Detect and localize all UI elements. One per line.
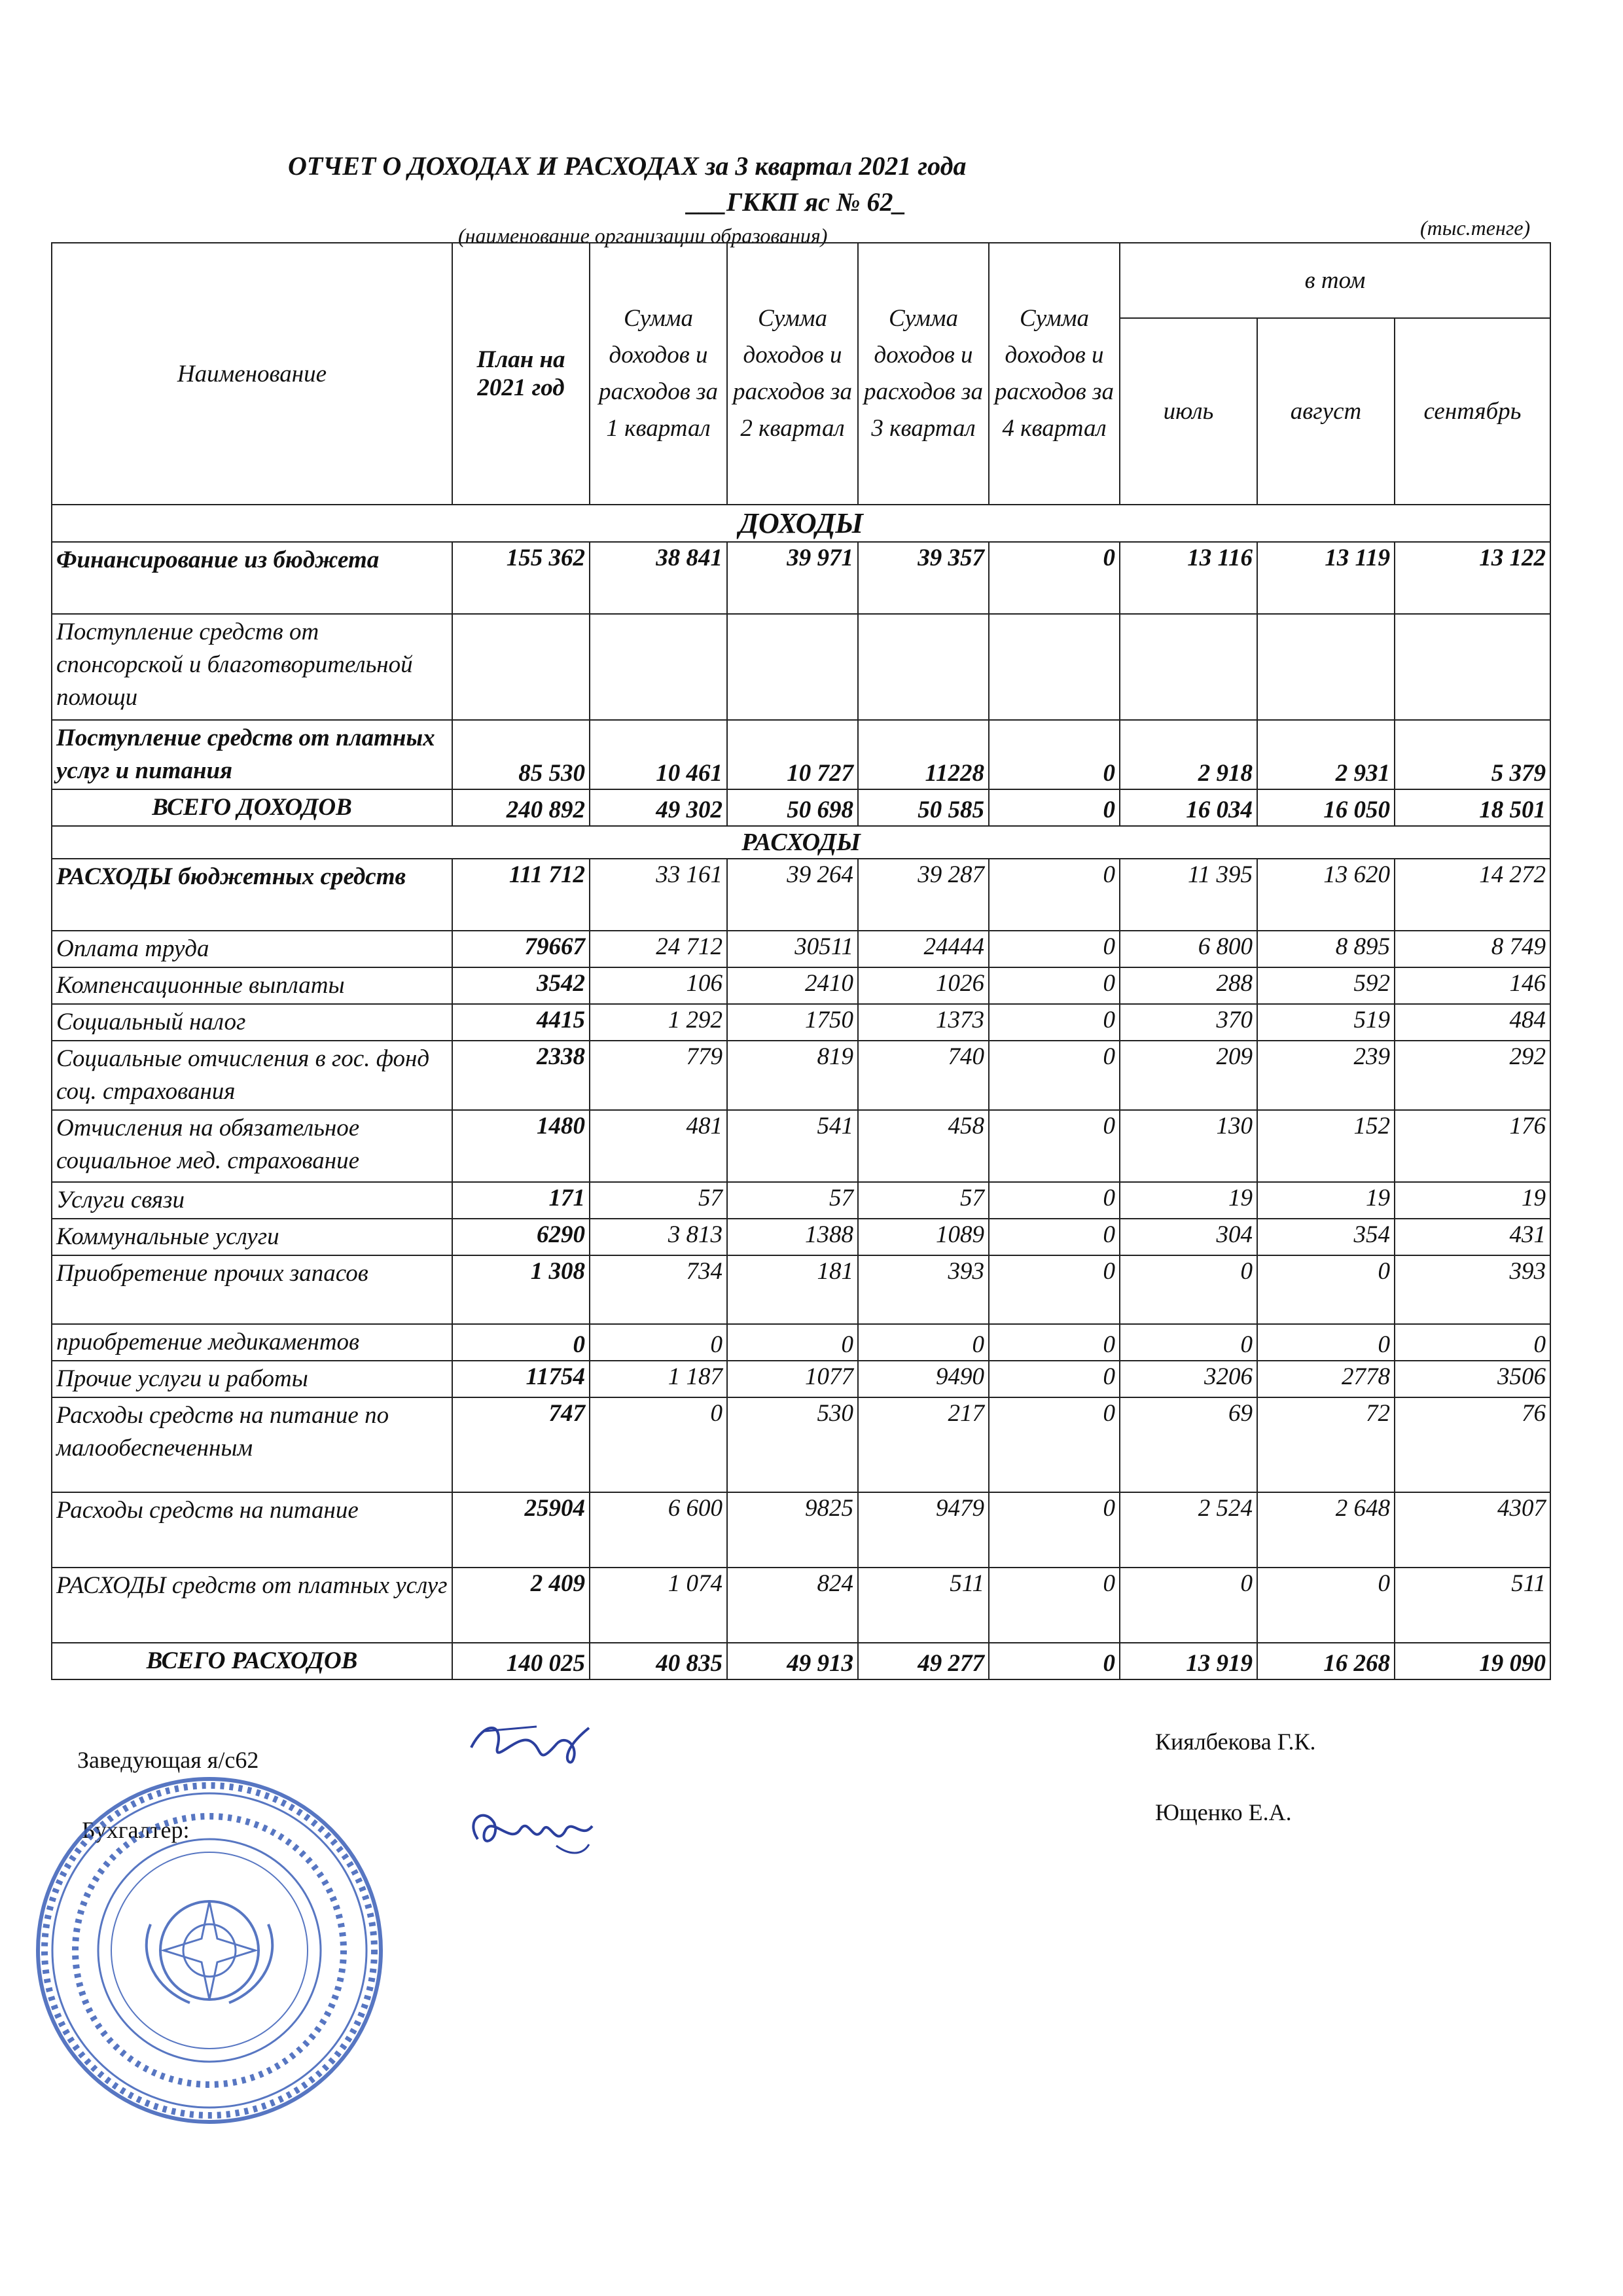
cell-m2: 592 [1257,967,1395,1004]
cell-m1: 0 [1120,1255,1257,1324]
cell-q3: 50 585 [858,789,989,826]
cell-q3: 511 [858,1568,989,1643]
row-name: РАСХОДЫ средств от платных услуг [52,1568,452,1643]
row-name: Поступление средств от платных услуг и питания [52,720,452,789]
cell-m2: 2 931 [1257,720,1395,789]
header-plan: План на 2021 год [452,243,590,505]
cell-plan: 2338 [452,1041,590,1110]
cell-m1: 288 [1120,967,1257,1004]
cell-q2: 50 698 [727,789,858,826]
cell-q3: 217 [858,1397,989,1492]
cell-m2: 8 895 [1257,931,1395,967]
header-q1: Сумма доходов и расходов за 1 квартал [590,243,727,505]
cell-q4: 0 [989,1004,1120,1041]
cell-m2 [1257,614,1395,720]
row-name: ВСЕГО ДОХОДОВ [52,789,452,826]
cell-q2: 39 971 [727,542,858,614]
cell-q2: 1750 [727,1004,858,1041]
cell-plan: 79667 [452,931,590,967]
cell-q1: 481 [590,1110,727,1182]
cell-m1: 13 919 [1120,1643,1257,1679]
cell-q4: 0 [989,1255,1120,1324]
cell-plan: 747 [452,1397,590,1492]
cell-m1: 3206 [1120,1361,1257,1397]
accountant-name: Ющенко Е.А. [1155,1799,1292,1825]
cell-m2: 2778 [1257,1361,1395,1397]
table-row [52,1004,1550,1041]
cell-q1: 38 841 [590,542,727,614]
cell-m1 [1120,614,1257,720]
cell-m2: 0 [1257,1255,1395,1324]
cell-m1: 16 034 [1120,789,1257,826]
units-label: (тыс.тенге) [1420,216,1531,240]
cell-m3: 511 [1395,1568,1550,1643]
cell-m2: 16 268 [1257,1643,1395,1679]
cell-m1: 2 918 [1120,720,1257,789]
cell-q2: 49 913 [727,1643,858,1679]
cell-m2: 2 648 [1257,1492,1395,1568]
cell-m3: 292 [1395,1041,1550,1110]
table-row [52,1492,1550,1568]
cell-m2: 0 [1257,1568,1395,1643]
header-month-july: июль [1120,318,1257,505]
row-name: Прочие услуги и работы [52,1361,452,1397]
table-row [52,1643,1550,1679]
cell-plan: 11754 [452,1361,590,1397]
cell-q3: 0 [858,1324,989,1361]
header-month-august: август [1257,318,1395,505]
cell-m3: 13 122 [1395,542,1550,614]
cell-q3 [858,614,989,720]
cell-q4: 0 [989,542,1120,614]
cell-q3: 11228 [858,720,989,789]
cell-m3: 4307 [1395,1492,1550,1568]
table-row [52,614,1550,720]
table-row [52,1255,1550,1324]
row-name: Коммунальные услуги [52,1219,452,1255]
header-month-september: сентябрь [1395,318,1550,505]
cell-q3: 9479 [858,1492,989,1568]
cell-q1: 0 [590,1397,727,1492]
cell-q1: 779 [590,1041,727,1110]
cell-q3: 49 277 [858,1643,989,1679]
table-row [52,931,1550,967]
cell-m1: 2 524 [1120,1492,1257,1568]
report-table [51,242,1551,1680]
cell-plan: 140 025 [452,1643,590,1679]
row-name: Расходы средств на питание по малообеспеченным [52,1397,452,1492]
cell-plan: 171 [452,1182,590,1219]
row-name: Расходы средств на питание [52,1492,452,1568]
cell-m2: 239 [1257,1041,1395,1110]
income-section-row [52,505,1550,542]
table-row [52,1110,1550,1182]
row-name: Приобретение прочих запасов [52,1255,452,1324]
cell-m2: 19 [1257,1182,1395,1219]
cell-q3: 9490 [858,1361,989,1397]
cell-q4: 0 [989,789,1120,826]
cell-q2: 30511 [727,931,858,967]
cell-q4: 0 [989,1219,1120,1255]
cell-q4: 0 [989,1182,1120,1219]
cell-plan: 2 409 [452,1568,590,1643]
row-name: Отчисления на обязательное социальное мед. страхование [52,1110,452,1182]
row-name: Компенсационные выплаты [52,967,452,1004]
table-row [52,1397,1550,1492]
cell-q2: 2410 [727,967,858,1004]
table-row [52,542,1550,614]
cell-q3: 393 [858,1255,989,1324]
organization-name: ___ГККП яс № 62_ [687,187,906,217]
cell-q2: 1077 [727,1361,858,1397]
cell-q4: 0 [989,1041,1120,1110]
cell-q3: 24444 [858,931,989,967]
cell-plan: 6290 [452,1219,590,1255]
cell-q4: 0 [989,967,1120,1004]
table-row [52,1182,1550,1219]
cell-m1: 130 [1120,1110,1257,1182]
report-title: ОТЧЕТ О ДОХОДАХ И РАСХОДАХ за 3 квартал 2021 года [288,151,967,181]
cell-q3: 740 [858,1041,989,1110]
cell-q4: 0 [989,1397,1120,1492]
cell-m2: 354 [1257,1219,1395,1255]
organization-caption: (наименование организации образования) [458,224,828,247]
cell-m3: 19 090 [1395,1643,1550,1679]
cell-m3: 0 [1395,1324,1550,1361]
cell-m2: 519 [1257,1004,1395,1041]
cell-m2: 13 620 [1257,859,1395,931]
cell-q3: 1089 [858,1219,989,1255]
cell-plan: 240 892 [452,789,590,826]
organization-stamp [26,1767,393,2134]
cell-q2: 181 [727,1255,858,1324]
header-q2: Сумма доходов и расходов за 2 квартал [727,243,858,505]
cell-q1: 1 292 [590,1004,727,1041]
header-name: Наименование [52,243,452,505]
cell-m1: 0 [1120,1324,1257,1361]
cell-q2: 541 [727,1110,858,1182]
income-rows [52,542,1550,826]
cell-q4: 0 [989,1568,1120,1643]
cell-q1: 40 835 [590,1643,727,1679]
row-name: ВСЕГО РАСХОДОВ [52,1643,452,1679]
cell-m1: 6 800 [1120,931,1257,967]
cell-q4: 0 [989,859,1120,931]
cell-q1: 24 712 [590,931,727,967]
header-q4: Сумма доходов и расходов за 4 квартал [989,243,1120,505]
cell-m3: 431 [1395,1219,1550,1255]
cell-plan: 155 362 [452,542,590,614]
expense-section-title: РАСХОДЫ [52,826,1550,859]
cell-m3: 176 [1395,1110,1550,1182]
cell-q2: 819 [727,1041,858,1110]
table-row [52,1041,1550,1110]
cell-m3: 484 [1395,1004,1550,1041]
cell-q2: 39 264 [727,859,858,931]
row-name: приобретение медикаментов [52,1324,452,1361]
table-row [52,967,1550,1004]
cell-q3: 1026 [858,967,989,1004]
cell-m3: 3506 [1395,1361,1550,1397]
cell-m3: 76 [1395,1397,1550,1492]
cell-q3: 39 357 [858,542,989,614]
cell-plan: 0 [452,1324,590,1361]
cell-q1 [590,614,727,720]
cell-q1: 10 461 [590,720,727,789]
cell-m3: 19 [1395,1182,1550,1219]
table-row [52,1219,1550,1255]
cell-q1: 33 161 [590,859,727,931]
cell-q2: 530 [727,1397,858,1492]
cell-plan [452,614,590,720]
head-signature [458,1708,602,1780]
cell-q2: 824 [727,1568,858,1643]
cell-plan: 25904 [452,1492,590,1568]
cell-q1: 734 [590,1255,727,1324]
cell-q4: 0 [989,1492,1120,1568]
cell-m1: 0 [1120,1568,1257,1643]
table-row [52,789,1550,826]
cell-q4: 0 [989,1110,1120,1182]
cell-m1: 13 116 [1120,542,1257,614]
row-name: Социальный налог [52,1004,452,1041]
cell-m1: 370 [1120,1004,1257,1041]
cell-q4: 0 [989,720,1120,789]
cell-plan: 85 530 [452,720,590,789]
table-row [52,720,1550,789]
cell-plan: 3542 [452,967,590,1004]
cell-q4: 0 [989,1324,1120,1361]
cell-m1: 19 [1120,1182,1257,1219]
cell-m2: 13 119 [1257,542,1395,614]
cell-q2: 10 727 [727,720,858,789]
cell-q2: 9825 [727,1492,858,1568]
cell-plan: 1 308 [452,1255,590,1324]
cell-q4: 0 [989,1643,1120,1679]
accountant-signature [458,1793,602,1865]
cell-q1: 57 [590,1182,727,1219]
cell-q3: 1373 [858,1004,989,1041]
cell-m3: 5 379 [1395,720,1550,789]
cell-m1: 304 [1120,1219,1257,1255]
cell-q1: 1 074 [590,1568,727,1643]
expense-rows [52,859,1550,1679]
table-row [52,1324,1550,1361]
cell-q4: 0 [989,931,1120,967]
cell-q2: 57 [727,1182,858,1219]
accountant-label: Бухгалтер: [82,1817,190,1843]
table-row [52,1568,1550,1643]
row-name: Оплата труда [52,931,452,967]
cell-m2: 16 050 [1257,789,1395,826]
cell-q1: 0 [590,1324,727,1361]
cell-q3: 458 [858,1110,989,1182]
cell-plan: 4415 [452,1004,590,1041]
cell-m3 [1395,614,1550,720]
cell-q2: 0 [727,1324,858,1361]
expense-section-row [52,826,1550,859]
cell-q2 [727,614,858,720]
cell-m3: 393 [1395,1255,1550,1324]
head-name: Киялбекова Г.К. [1155,1729,1316,1755]
table-row [52,1361,1550,1397]
cell-m1: 11 395 [1120,859,1257,931]
row-name: РАСХОДЫ бюджетных средств [52,859,452,931]
cell-q1: 3 813 [590,1219,727,1255]
income-section-title: ДОХОДЫ [52,505,1550,542]
cell-m1: 69 [1120,1397,1257,1492]
cell-q2: 1388 [727,1219,858,1255]
row-name: Услуги связи [52,1182,452,1219]
cell-m2: 152 [1257,1110,1395,1182]
head-label: Заведующая я/с62 [77,1747,259,1773]
cell-m2: 0 [1257,1324,1395,1361]
cell-q3: 57 [858,1182,989,1219]
cell-m3: 8 749 [1395,931,1550,967]
cell-q4 [989,614,1120,720]
cell-q4: 0 [989,1361,1120,1397]
cell-q1: 1 187 [590,1361,727,1397]
cell-q1: 106 [590,967,727,1004]
row-name: Финансирование из бюджета [52,542,452,614]
cell-m2: 72 [1257,1397,1395,1492]
cell-m3: 14 272 [1395,859,1550,931]
cell-m3: 146 [1395,967,1550,1004]
cell-q1: 49 302 [590,789,727,826]
header-q3: Сумма доходов и расходов за 3 квартал [858,243,989,505]
row-name: Социальные отчисления в гос. фонд соц. страхования [52,1041,452,1110]
header-including: в том [1120,243,1550,318]
cell-m1: 209 [1120,1041,1257,1110]
cell-q3: 39 287 [858,859,989,931]
cell-plan: 111 712 [452,859,590,931]
cell-m3: 18 501 [1395,789,1550,826]
cell-plan: 1480 [452,1110,590,1182]
table-row [52,859,1550,931]
cell-q1: 6 600 [590,1492,727,1568]
row-name: Поступление средств от спонсорской и благотворительной помощи [52,614,452,720]
header-row-1 [52,243,1550,318]
